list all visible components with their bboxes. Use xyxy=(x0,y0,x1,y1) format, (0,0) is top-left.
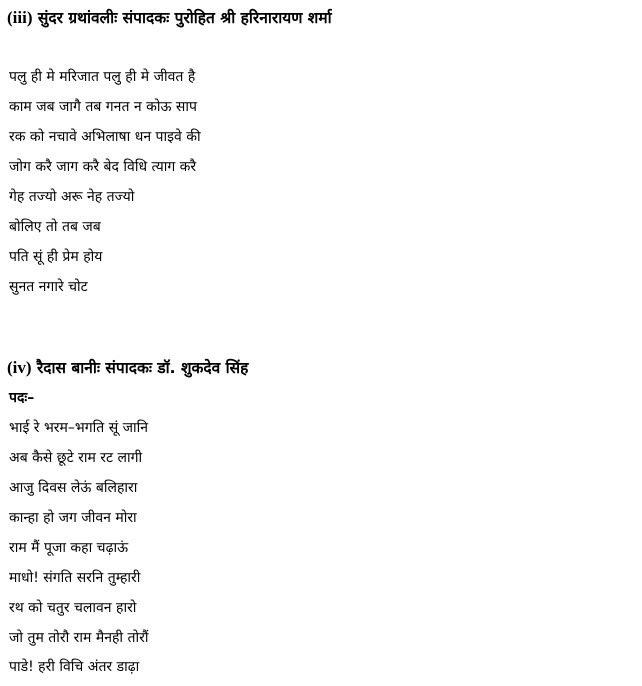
verse-line: काम जब जागै तब गनत न कोऊ साप xyxy=(9,99,197,115)
verse-line: पलु ही मे मरिजात पलु ही मे जीवत है xyxy=(9,69,196,85)
section-number: (iv) xyxy=(7,358,32,377)
verse-line: जो तुम तोरौ राम मैनही तोरौं xyxy=(9,630,149,646)
verse-line: भाई रे भरम–भगति सूं जानि xyxy=(9,420,149,436)
verse-line: रथ को चतुर चलावन हारो xyxy=(9,600,137,616)
verse-line: आजु दिवस लेऊं बलिहारा xyxy=(9,480,138,496)
verse-line: सुनत नगारे चोट xyxy=(9,279,88,295)
section-title: सुंदर ग्रथांवलीः संपादकः पुरोहित श्री हरिनारायण शर्मा xyxy=(37,9,332,27)
verse-line: माधो! संगति सरनि तुम्हारी xyxy=(9,570,141,586)
verse-line: गेह तज्यो अरू नेह तज्यो xyxy=(9,189,135,205)
verse-line: बोलिए तो तब जब xyxy=(9,219,101,235)
verse-line: कान्हा हो जग जीवन मोरा xyxy=(9,510,137,526)
section-heading-iii xyxy=(7,8,332,28)
verse-line: राम मैं पूजा कहा चढ़ाऊं xyxy=(9,540,129,556)
verse-line: अब कैसे छूटे राम रट लागी xyxy=(9,450,143,466)
verse-line: रक को नचावे अभिलाषा धन पाइवे की xyxy=(9,129,201,145)
section-number: (iii) xyxy=(7,8,33,27)
verse-line: पाडे! हरी विचि अंतर डाढ़ा xyxy=(9,659,140,675)
verse-line: पति सूं ही प्रेम होय xyxy=(9,249,103,265)
subheading: पदः– xyxy=(9,390,35,406)
verse-line: जोग करै जाग करै बेद विधि त्याग करै xyxy=(9,159,197,175)
section-title: रैदास बानीः संपादकः डॉ. शुकदेव सिंह xyxy=(36,359,249,377)
section-heading-iv xyxy=(7,358,248,378)
